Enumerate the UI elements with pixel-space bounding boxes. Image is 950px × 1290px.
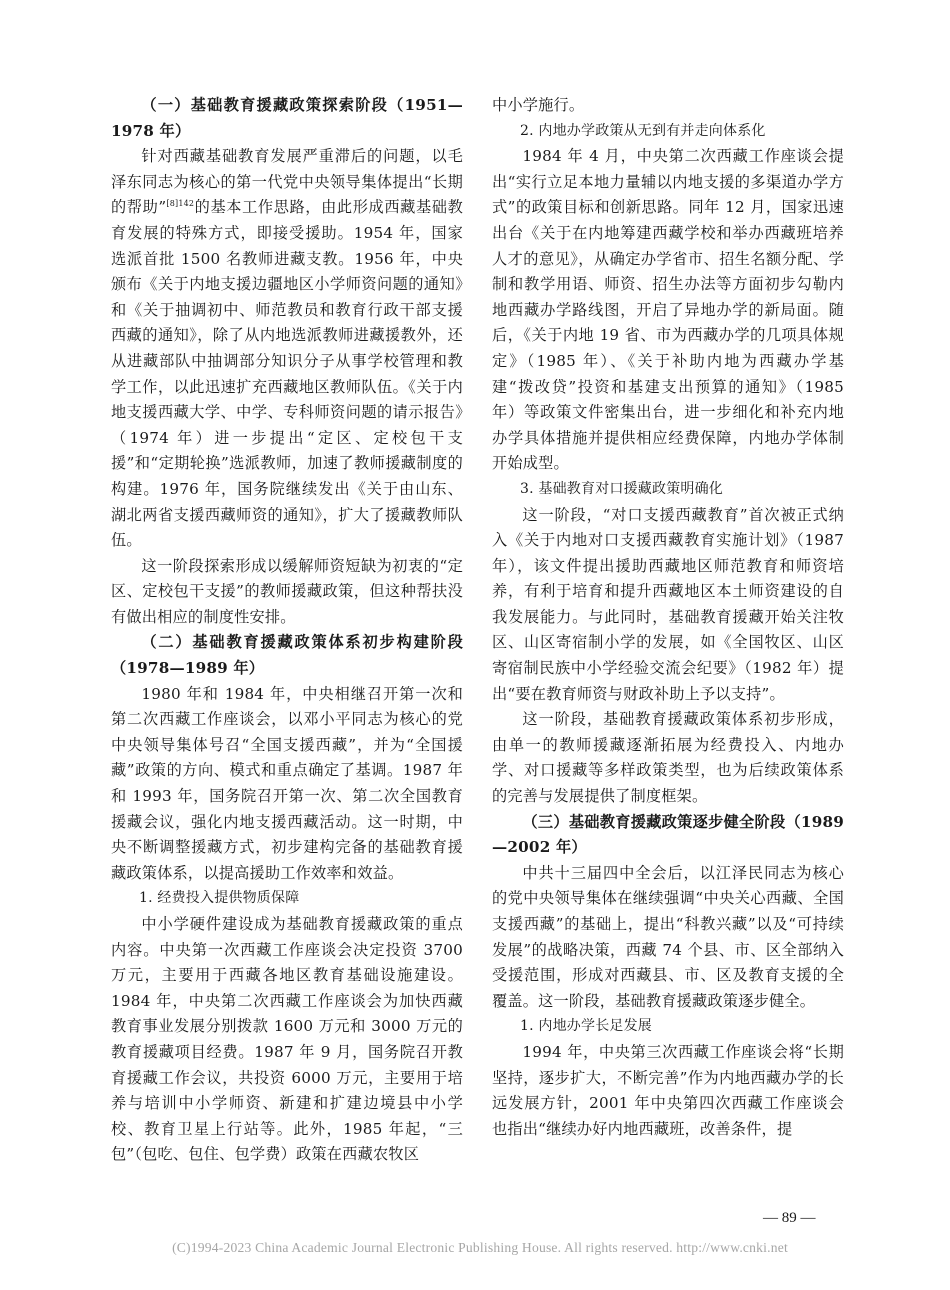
citation-marker: [8]142	[166, 199, 195, 209]
page-number: — 89 —	[763, 1210, 816, 1226]
section-heading-2: （二）基础教育援藏政策体系初步构建阶段（1978—1989 年）	[111, 633, 463, 678]
subsection-heading: 2. 内地办学政策从无到有并走向体系化	[520, 122, 766, 139]
paragraph: 1980 年和 1984 年，中央相继召开第一次和第二次西藏工作座谈会，以邓小平同志为核心的党中央领导集体号召“全国支援西藏”，并为“全国援藏”政策的方向、模式和重点确定了基调。1987 年和 1993 年，国务院召开第一次、第二次全国教育援藏会议，强化内地支援西藏活动。这一时期，中央不断调整援藏方式，初步建构完备的基础教育援藏政策体系，以提高援助工作效率和效益。	[111, 684, 463, 882]
paragraph: 中共十三届四中全会后，以江泽民同志为核心的党中央领导集体在继续强调“中央关心西藏、全国支援西藏”的基础上，提出“科教兴藏”以及“可持续发展”的战略决策，西藏 74 个县、市、区全部纳入受援范围，形成对西藏县、市、区及教育支援的全覆盖。这一阶段，基础教育援藏政策逐步健全。	[492, 863, 844, 1010]
paragraph: 这一阶段，基础教育援藏政策体系初步形成，由单一的教师援藏逐渐拓展为经费投入、内地办学、对口援藏等多样政策类型，也为后续政策体系的完善与发展提供了制度框架。	[492, 710, 844, 806]
paragraph: 这一阶段探索形成以缓解师资短缺为初衷的“定区、定校包干支援”的教师援藏政策，但这种帮扶没有做出相应的制度性安排。	[111, 556, 463, 626]
subsection-heading: 1. 内地办学长足发展	[520, 1018, 653, 1035]
right-column	[492, 93, 844, 1142]
copyright-footer: (C)1994-2023 China Academic Journal Electronic Publishing House. All rights reserved. http://www.cnki.net	[172, 1240, 788, 1255]
paragraph-text: 的基本工作思路，由此形成西藏基础教育发展的特殊方式，即接受援助。1954 年，国家选派首批 1500 名教师进藏支教。1956 年，中央颁布《关于内地支援边疆地区小学师资问题的通知》和《关于抽调初中、师范教员和教育行政干部支援西藏的通知》，除了从内地选派教师进藏援教外，还从进藏部队中抽调部分知识分子从事学校管理和教学工作，以此迅速扩充西藏地区教师队伍。《关于内地支援西藏大学、中学、专科师资问题的请示报告》（1974 年）进一步提出“定区、定校包干支援”和“定期轮换”选派教师，加速了教师援藏制度的构建。1976 年，国务院继续发出《关于由山东、湖北两省支援西藏师资的通知》，扩大了援藏教师队伍。	[111, 198, 463, 550]
paragraph	[111, 144, 463, 554]
section-heading-1: （一）基础教育援藏政策探索阶段（1951—1978 年）	[111, 96, 463, 140]
subsection-heading: 1. 经费投入提供物质保障	[139, 890, 300, 907]
paragraph-continued: 中小学施行。	[492, 96, 585, 114]
section-heading-3: （三）基础教育援藏政策逐步健全阶段（1989—2002 年）	[492, 812, 844, 857]
left-column	[111, 93, 463, 1168]
paragraph: 中小学硬件建设成为基础教育援藏政策的重点内容。中央第一次西藏工作座谈会决定投资 3700 万元，主要用于西藏各地区教育基础设施建设。1984 年，中央第二次西藏工作座谈会为加快西藏教育事业发展分别拨款 1600 万元和 3000 万元的教育援藏项目经费。1987 年 9 月，国务院召开教育援藏工作会议，共投资 6000 万元，主要用于培养与培训中小学师资、新建和扩建边境县中小学校、教育卫星上行站等。此外，1985 年起，“三包”（包吃、包住、包学费）政策在西藏农牧区	[111, 915, 463, 1164]
subsection-heading: 3. 基础教育对口援藏政策明确化	[520, 480, 724, 497]
paragraph: 1994 年，中央第三次西藏工作座谈会将“长期坚持，逐步扩大，不断完善”作为内地西藏办学的长远发展方针，2001 年中央第四次西藏工作座谈会也指出“继续办好内地西藏班，改善条件，提	[492, 1042, 844, 1138]
paragraph-text: 针对西藏基础教育发展严重滞后的问题，以毛泽东同志为核心的第一代党中央领导集体提出“长期的帮助”	[111, 147, 463, 217]
paragraph: 这一阶段，“对口支援西藏教育”首次被正式纳入《关于内地对口支援西藏教育实施计划》（1987 年），该文件提出援助西藏地区师范教育和师资培养，有利于培育和提升西藏地区本土师资建设的自我发展能力。与此同时，基础教育援藏开始关注牧区、山区寄宿制小学的发展，如《全国牧区、山区寄宿制民族中小学经验交流会纪要》（1982 年）提出“要在教育师资与财政补助上予以支持”。	[492, 505, 844, 703]
paragraph: 1984 年 4 月，中央第二次西藏工作座谈会提出“实行立足本地力量辅以内地支援的多渠道办学方式”的政策目标和创新思路。同年 12 月，国家迅速出台《关于在内地筹建西藏学校和举办西藏班培养人才的意见》，从确定办学省市、招生名额分配、学制和教学用语、师资、招生办法等方面初步勾勒内地西藏办学路线图，开启了异地办学的新局面。随后，《关于内地 19 省、市为西藏办学的几项具体规定》（1985 年）、《关于补助内地为西藏办学基建“拨改贷”投资和基建支出预算的通知》（1985 年）等政策文件密集出台，进一步细化和补充内地办学具体措施并提供相应经费保障，内地办学体制开始成型。	[492, 147, 844, 473]
